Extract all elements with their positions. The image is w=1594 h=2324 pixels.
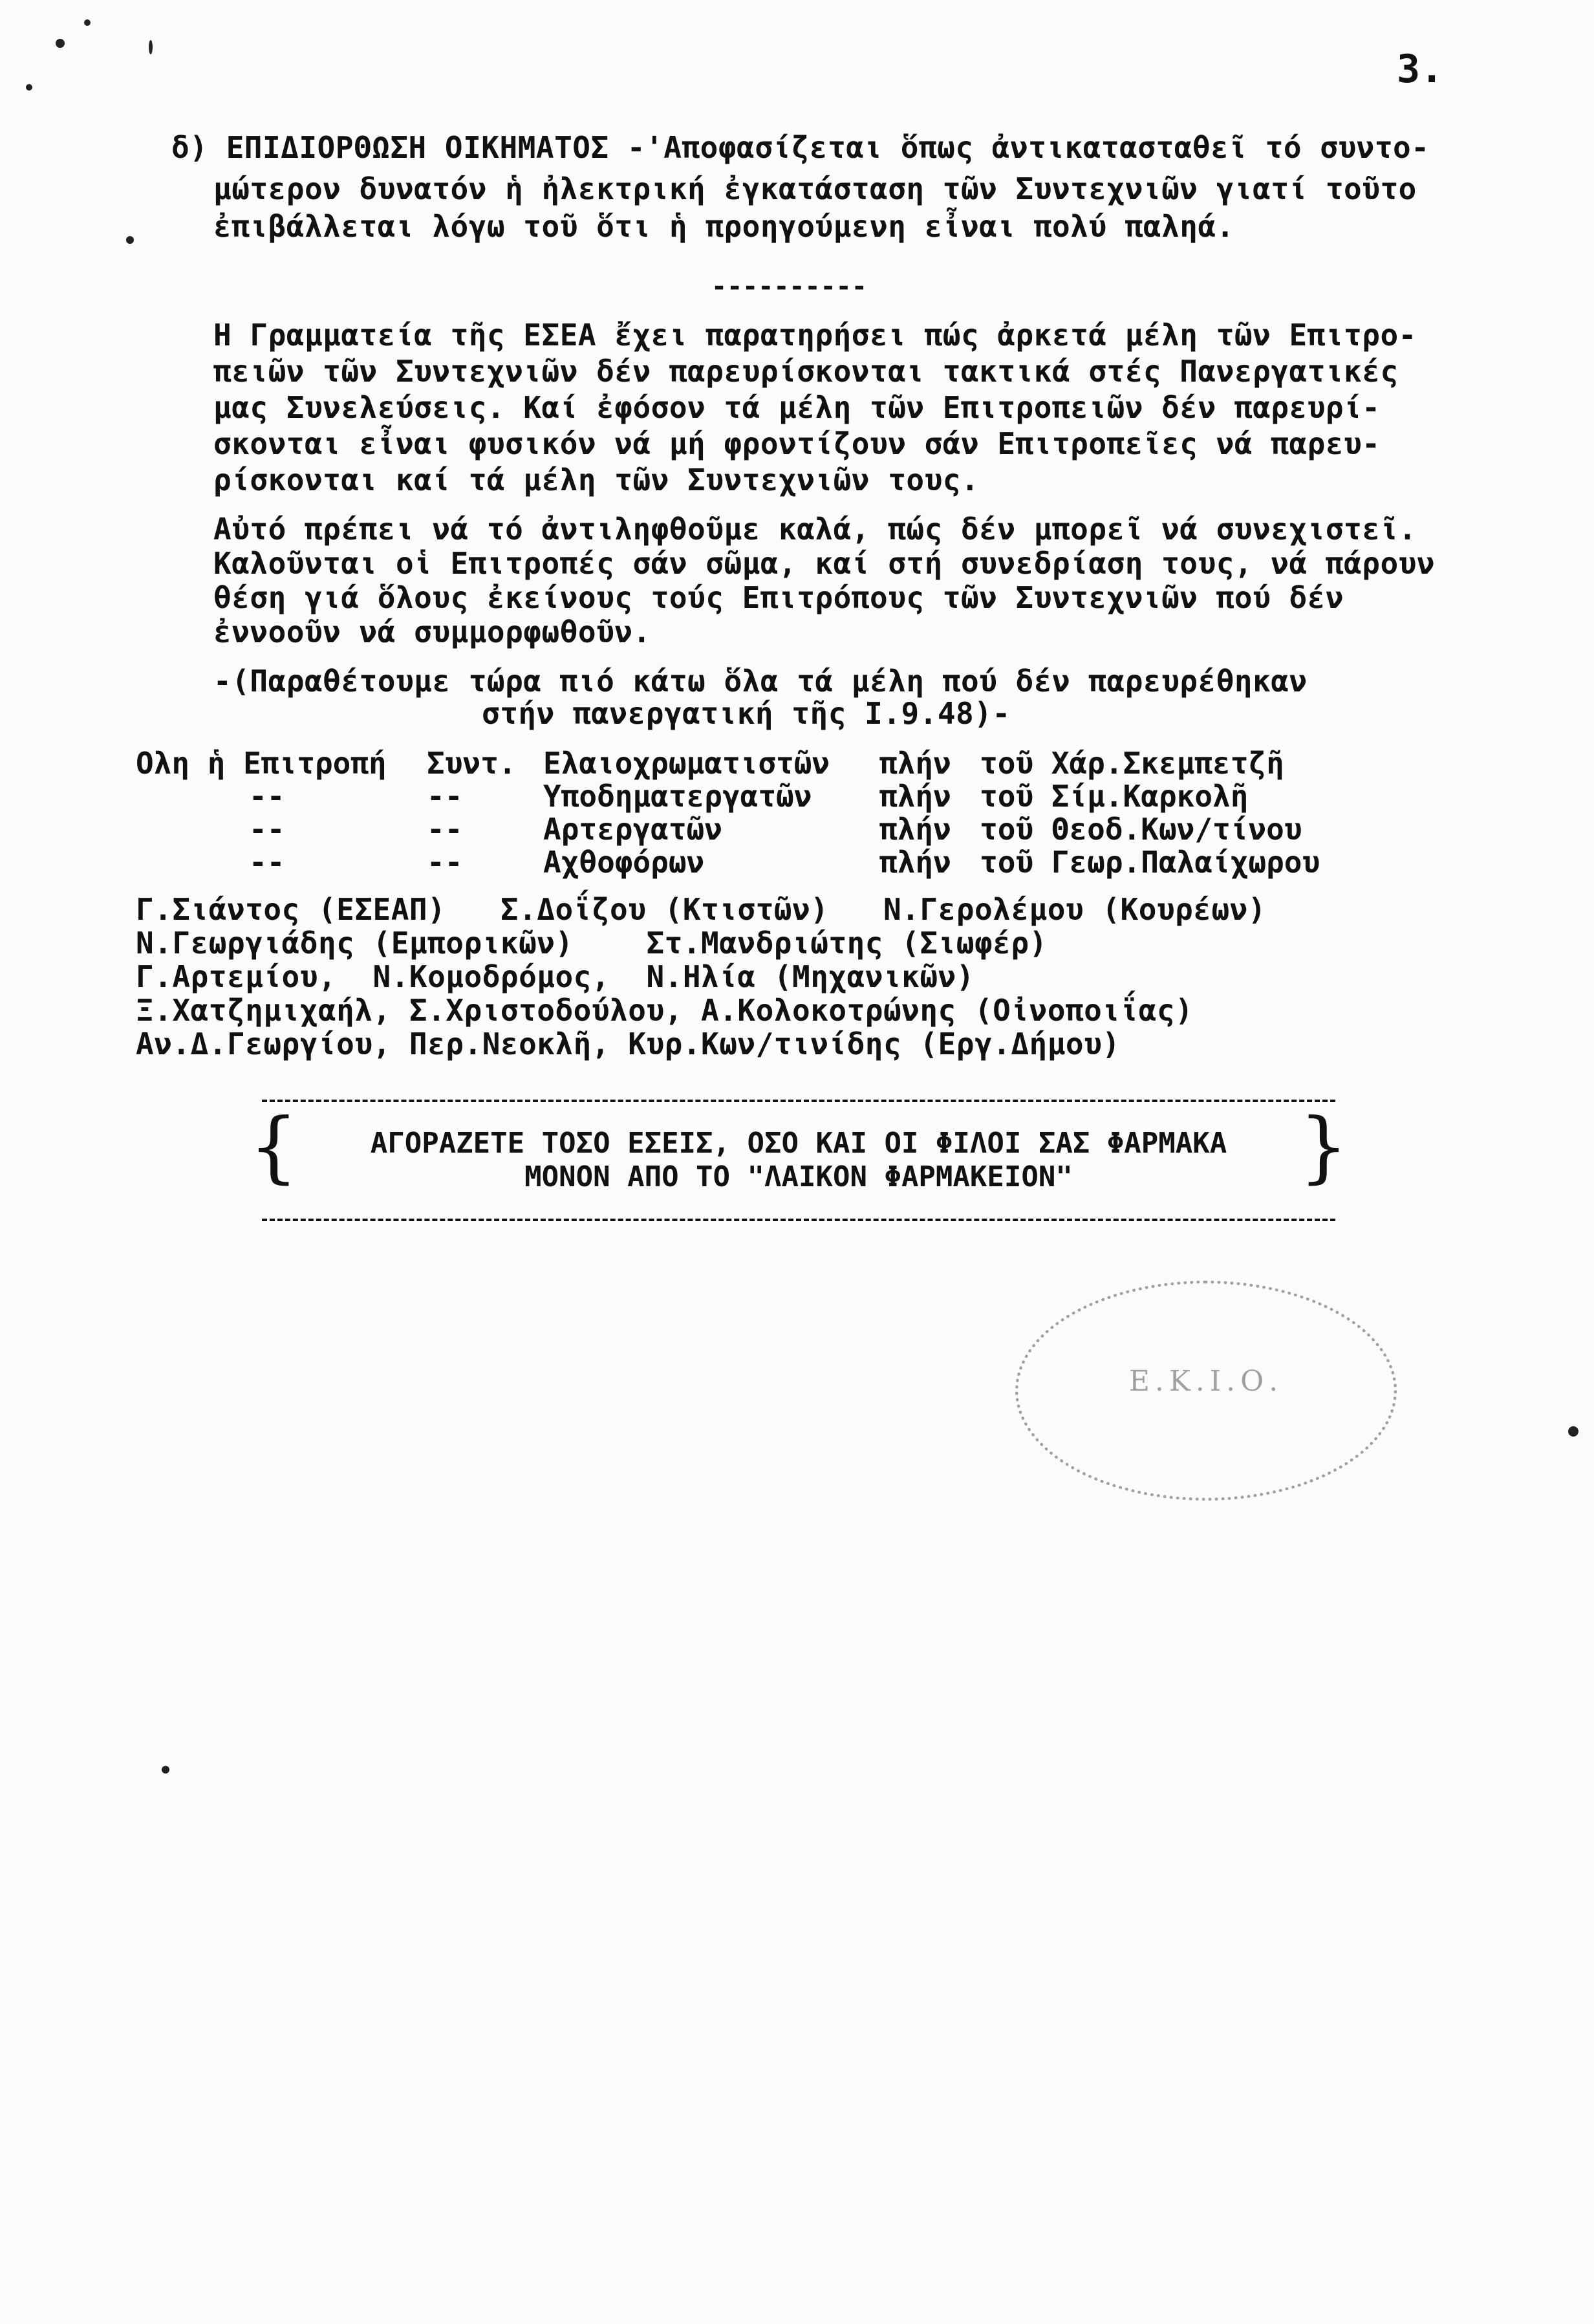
committee-abbr: -- [427, 812, 463, 847]
committee-lead: -- [249, 812, 285, 847]
committee-union: Αρτεργατῶν [543, 812, 722, 847]
paragraph-line: θέση γιά ὅλους ἐκείνους τούς Επιτρόπους τῶν Συντεχνιῶν πού δέν [213, 580, 1344, 615]
committee-abbr: -- [427, 779, 463, 814]
stamp-text: Ε.Κ.Ι.Ο. [1128, 1365, 1284, 1398]
section-d-line: μώτερον δυνατόν ἡ ἠλεκτρική ἐγκατάσταση τῶν Συντεχνιῶν γιατί τοῦτο [213, 171, 1417, 206]
page-number: 3. [1397, 47, 1444, 92]
committee-lead: -- [249, 779, 285, 814]
paragraph-line: ἐννοοῦν νά συμμορφωθοῦν. [213, 614, 651, 649]
committee-union: Υποδηματεργατῶν [543, 779, 812, 814]
scan-speck [1568, 1426, 1578, 1437]
paragraph-line: στήν πανεργατική τῆς Ι.9.48)- [482, 696, 1011, 731]
committee-except: πλήν [879, 812, 951, 847]
names-line: Ξ.Χατζημιχαήλ, Σ.Χριστοδούλου, Α.Κολοκοτρώνης (Οἰνοποιΐας) [136, 993, 1194, 1028]
committee-except: πλήν [879, 746, 951, 781]
section-d-line: δ) ΕΠΙΔΙΟΡΘΩΣΗ ΟΙΚΗΜΑΤΟΣ -'Αποφασίζεται ὅπως ἀντικατασταθεῖ τό συντο- [171, 130, 1430, 165]
paragraph-line: μας Συνελεύσεις. Καί ἐφόσον τά μέλη τῶν Επιτροπειῶν δέν παρευρί- [213, 390, 1381, 425]
names-line: Ν.Γεωργιάδης (Εμπορικῶν) Στ.Μανδριώτης (Σιωφέρ) [136, 926, 1048, 961]
separator-line: ---------- [711, 272, 867, 301]
scan-speck [126, 236, 134, 244]
paragraph-line: Αὐτό πρέπει νά τό ἀντιληφθοῦμε καλά, πώς δέν μπορεῖ νά συνεχιστεῖ. [213, 512, 1417, 547]
paragraph-line: σκονται εἶναι φυσικόν νά μή φροντίζουν σάν Επιτροπεῖες νά παρευ- [213, 426, 1381, 461]
scan-speck [162, 1766, 169, 1774]
scan-speck [26, 84, 32, 91]
committee-abbr: -- [427, 845, 463, 880]
paragraph-line: Η Γραμματεία τῆς ΕΣΕΑ ἔχει παρατηρήσει πώς ἀρκετά μέλη τῶν Επιτρο- [213, 318, 1417, 353]
committee-union: Αχθοφόρων [543, 845, 705, 880]
committee-person: τοῦ Γεωρ.Παλαίχωρου [980, 845, 1320, 880]
committee-person: τοῦ Σίμ.Καρκολῆ [980, 779, 1249, 814]
scan-speck [149, 40, 153, 54]
committee-person: τοῦ Θεοδ.Κων/τίνου [980, 812, 1302, 847]
scan-speck [84, 19, 91, 26]
paragraph-line: πειῶν τῶν Συντεχνιῶν δέν παρευρίσκονται τακτικά στές Πανεργατικές [213, 354, 1399, 389]
committee-person: τοῦ Χάρ.Σκεμπετζῆ [980, 746, 1284, 781]
committee-abbr: Συντ. [427, 746, 517, 781]
names-line: Γ.Σιάντος (ΕΣΕΑΠ) Σ.Δοΐζου (Κτιστῶν) Ν.Γερολέμου (Κουρέων) [136, 892, 1267, 927]
committee-except: πλήν [879, 845, 951, 880]
names-line: Αν.Δ.Γεωργίου, Περ.Νεοκλῆ, Κυρ.Κων/τινίδης (Εργ.Δήμου) [136, 1026, 1121, 1061]
paragraph-line: -(Παραθέτουμε τώρα πιό κάτω ὅλα τά μέλη πού δέν παρευρέθηκαν [213, 664, 1308, 699]
stamp [1015, 1281, 1397, 1501]
scan-speck [56, 39, 65, 48]
committee-lead: Ολη ἡ Επιτροπή [136, 746, 387, 781]
pharmacy-notice [249, 1100, 1348, 1221]
names-line: Γ.Αρτεμίου, Ν.Κομοδρόμος, Ν.Ηλία (Μηχανικῶν) [136, 959, 975, 994]
left-brace: { [249, 1102, 299, 1192]
notice-line: ΑΓΟΡΑΖΕΤΕ ΤΟΣΟ ΕΣΕΙΣ, ΟΣΟ ΚΑΙ ΟΙ ΦΙΛΟΙ ΣΑΣ ΦΑΡΜΑΚΑ [370, 1127, 1227, 1160]
paragraph-line: Καλοῦνται οἱ Επιτροπές σάν σῶμα, καί στή συνεδρίαση τους, νά πάρουν [213, 546, 1436, 581]
committee-union: Ελαιοχρωματιστῶν [543, 746, 830, 781]
notice-line: ΜΟΝΟΝ ΑΠΟ ΤΟ "ΛΑΙΚΟΝ ΦΑΡΜΑΚΕΙΟΝ" [524, 1160, 1073, 1193]
committee-lead: -- [249, 845, 285, 880]
committee-except: πλήν [879, 779, 951, 814]
section-d-line: ἐπιβάλλεται λόγω τοῦ ὅτι ἡ προηγούμενη εἶναι πολύ παληά. [213, 209, 1234, 244]
right-brace: } [1298, 1102, 1348, 1192]
paragraph-line: ρίσκονται καί τά μέλη τῶν Συντεχνιῶν τους. [213, 462, 980, 497]
